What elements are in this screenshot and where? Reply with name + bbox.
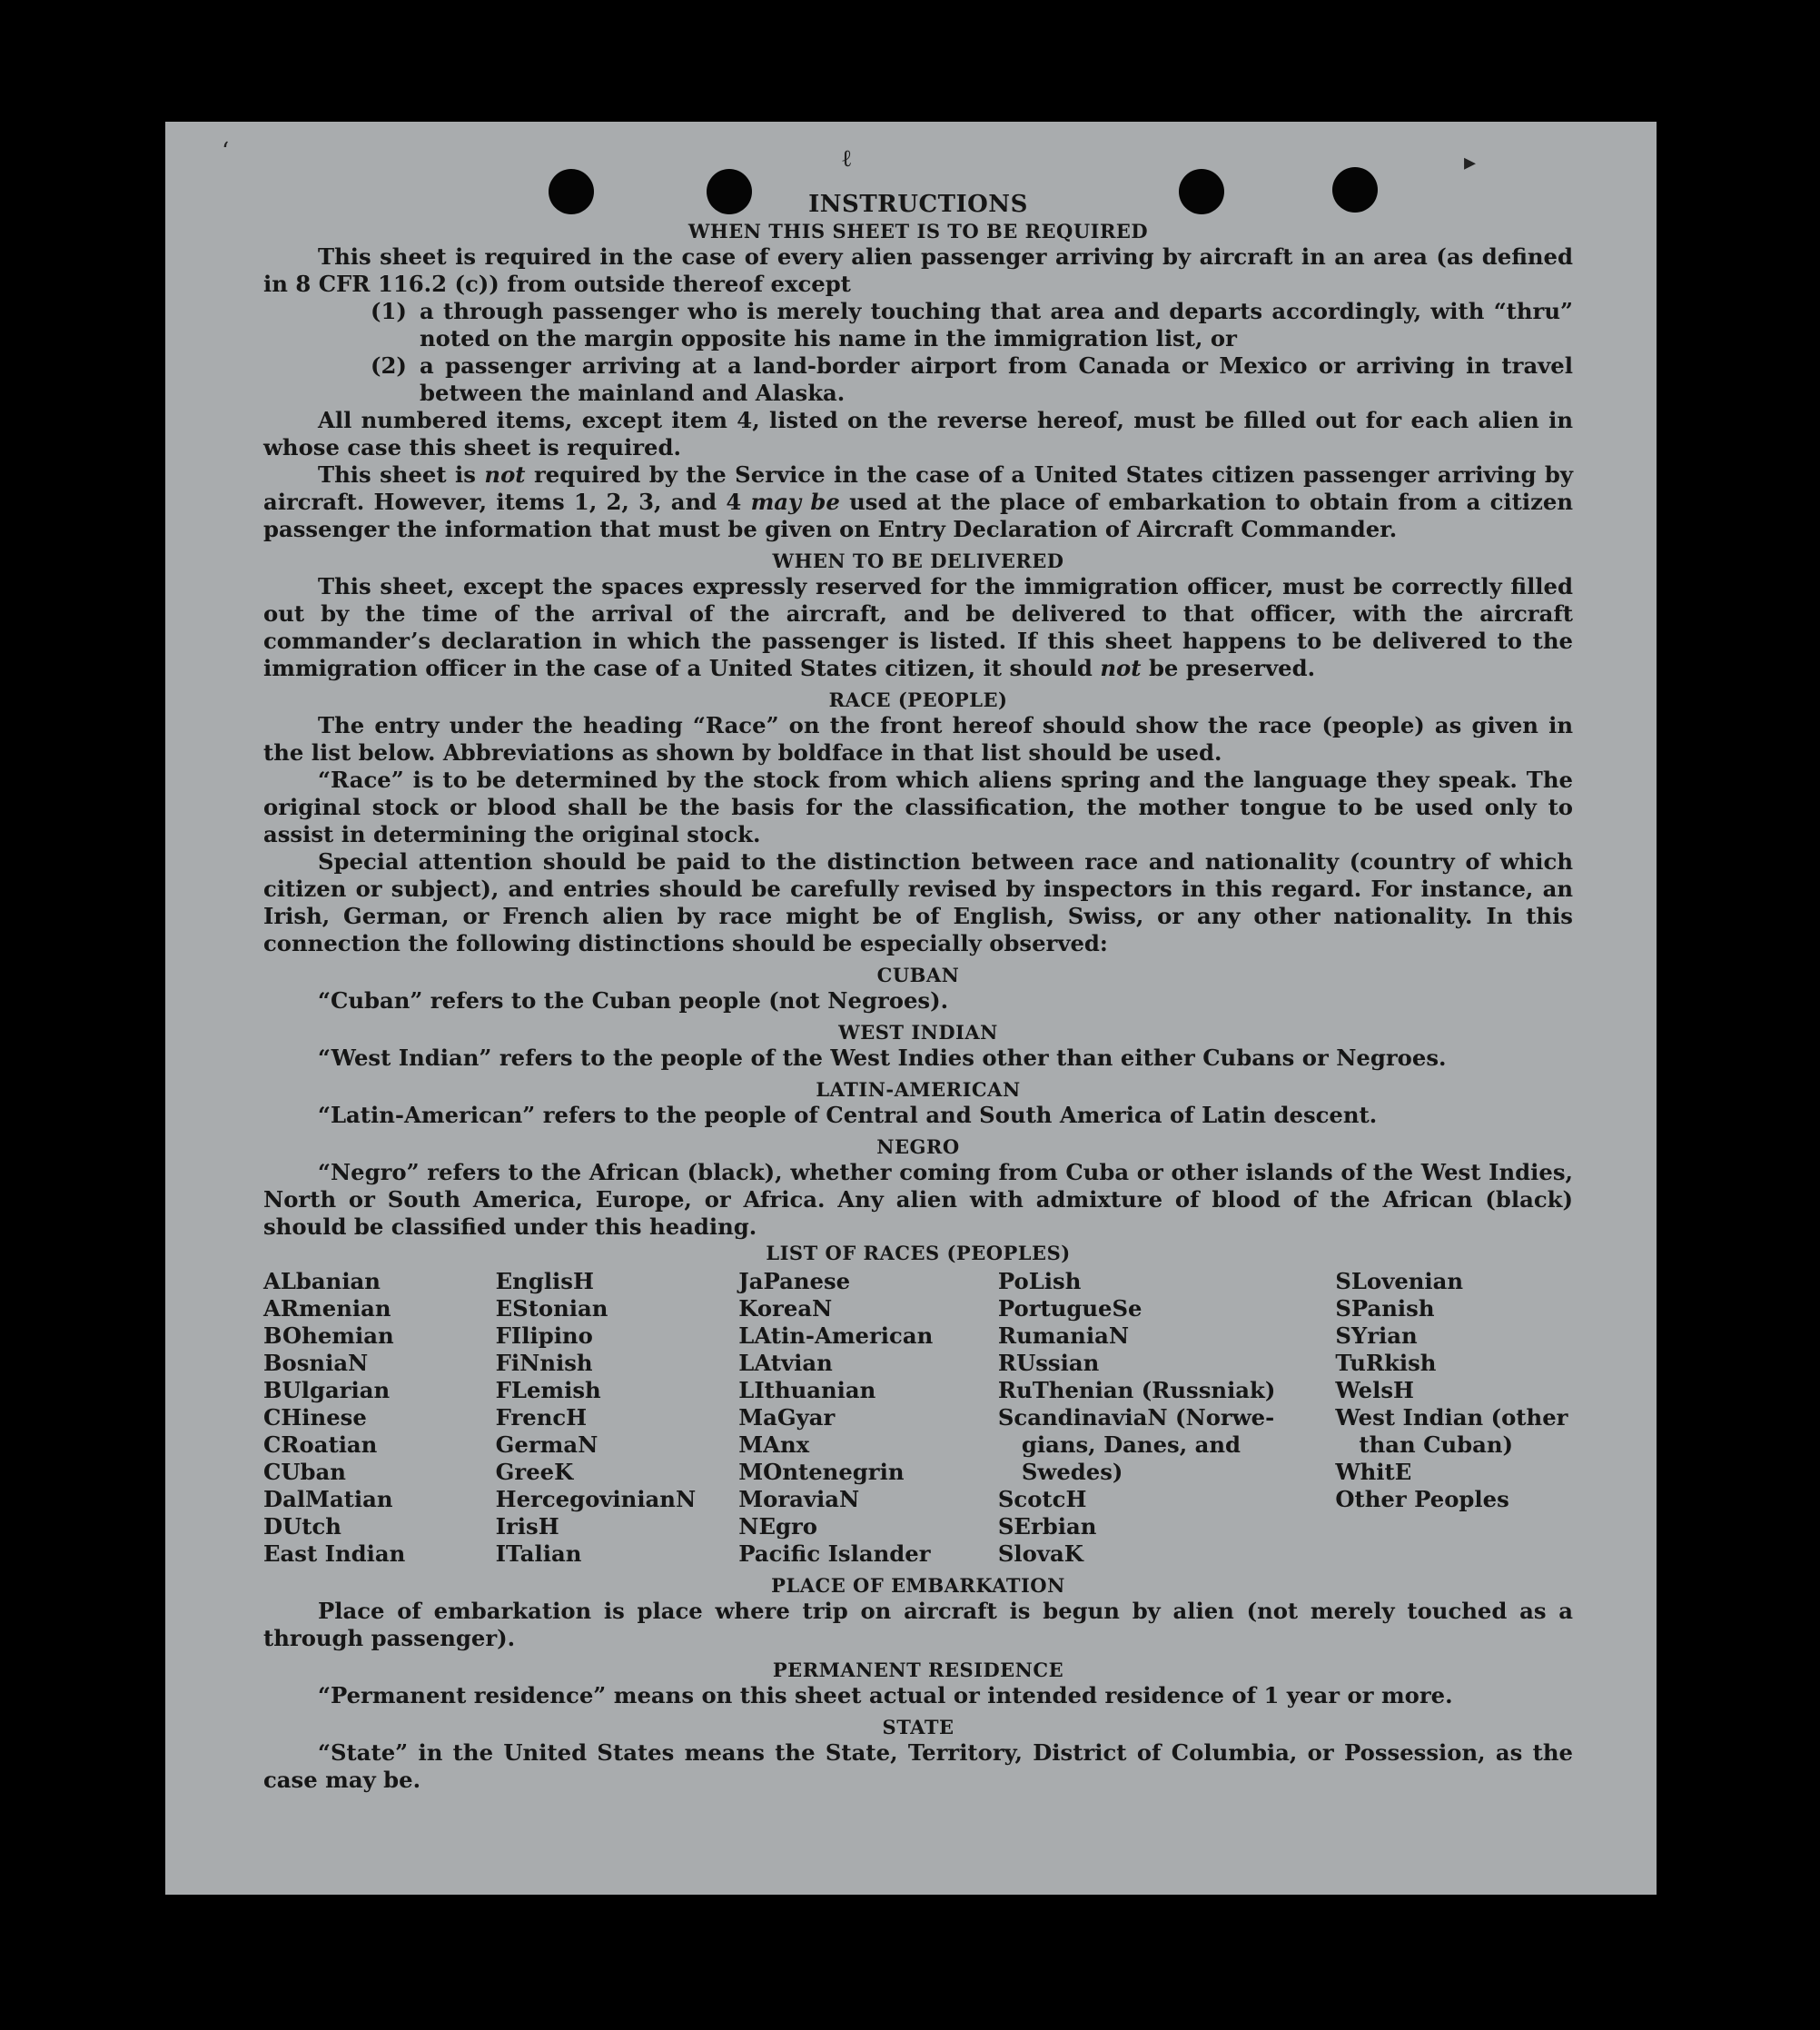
paragraph: The entry under the heading “Race” on the front hereof should show the race (people) as given in the list below. Abbreviations as shown by boldface in that list should be used. xyxy=(263,712,1573,766)
item-number: (2) xyxy=(371,352,407,379)
race-item: GermaN xyxy=(495,1431,598,1458)
races-column xyxy=(263,1268,496,1568)
item-text: a passenger arriving at a land-border airport from Canada or Mexico or arriving in travel between the mainland and Alaska. xyxy=(420,352,1573,406)
paragraph xyxy=(263,573,1573,682)
document-sheet xyxy=(165,122,1657,1895)
section-heading: WHEN THIS SHEET IS TO BE REQUIRED xyxy=(687,220,1149,243)
races-column xyxy=(496,1268,739,1568)
section-heading: STATE xyxy=(882,1716,955,1738)
race-item: SPanish xyxy=(1335,1295,1435,1322)
race-item: ScotcH xyxy=(997,1486,1087,1512)
race-item: RUssian xyxy=(997,1350,1100,1376)
race-item: NEgro xyxy=(738,1513,817,1540)
race-item: MAnx xyxy=(738,1431,810,1458)
paragraph: “Cuban” refers to the Cuban people (not Negroes). xyxy=(318,987,949,1014)
race-item: LAtin-American xyxy=(738,1322,934,1349)
item-text: a through passenger who is merely touching that area and departs accordingly, with “thru” noted on the margin opposite his name in the immigration list, or xyxy=(420,298,1573,352)
paragraph: “Permanent residence” means on this sheet actual or intended residence of 1 year or more. xyxy=(318,1682,1453,1708)
italic-text: may be xyxy=(750,489,840,515)
races-column xyxy=(998,1268,1335,1568)
race-item: BUlgarian xyxy=(263,1377,391,1403)
race-item: RumaniaN xyxy=(997,1322,1130,1349)
paragraph: This sheet is required in the case of every alien passenger arriving by aircraft in an area (as defined in 8 CFR 116.2 (c)) from outside thereof except xyxy=(263,243,1573,297)
race-item: MoraviaN xyxy=(738,1486,860,1512)
race-item: CHinese xyxy=(263,1404,367,1431)
race-item: ScandinaviaN (Norwe- xyxy=(997,1404,1275,1431)
race-item: FiNnish xyxy=(495,1350,593,1376)
section-heading: LATIN-AMERICAN xyxy=(816,1078,1021,1101)
section-heading: WEST INDIAN xyxy=(838,1021,998,1044)
race-item: SErbian xyxy=(997,1513,1097,1540)
text-run: required by the Service in the case of a United States citizen passenger arriving by aircraft. However, items 1, 2, 3, and 4 xyxy=(263,461,1573,515)
race-item: MaGyar xyxy=(738,1404,836,1431)
race-item: HercegovinianN xyxy=(495,1486,697,1512)
section-heading: LIST OF RACES (PEOPLES) xyxy=(766,1242,1071,1264)
races-column xyxy=(1335,1268,1573,1568)
item-number: (1) xyxy=(371,298,407,324)
race-item: IrisH xyxy=(495,1513,559,1540)
race-item: DUtch xyxy=(263,1513,341,1540)
section-heading: RACE (PEOPLE) xyxy=(828,688,1008,711)
section-heading: NEGRO xyxy=(876,1135,960,1158)
race-item: TuRkish xyxy=(1335,1350,1437,1376)
race-item: DalMatian xyxy=(263,1486,393,1512)
stray-mark: ℓ xyxy=(841,145,853,173)
race-item: ITalian xyxy=(495,1540,582,1567)
paragraph: “Race” is to be determined by the stock from which aliens spring and the language they speak. The original stock or blood shall be the basis for the classification, the mother tongue to be used only to assist in determining the original stock. xyxy=(263,767,1573,847)
race-item: Other Peoples xyxy=(1335,1486,1509,1512)
section-heading: PERMANENT RESIDENCE xyxy=(772,1659,1064,1681)
paragraph: Place of embarkation is place where trip on aircraft is begun by alien (not merely touched as a through passenger). xyxy=(263,1598,1573,1651)
paragraph: Special attention should be paid to the distinction between race and nationality (country of which citizen or subject), and entries should be carefully revised by inspectors in this regard. For instance, an Irish, German, or French alien by race might be of English, Swiss, or any other nationality. In this connection the following distinctions should be especially observed: xyxy=(263,848,1573,956)
race-item: CUban xyxy=(263,1459,346,1485)
text-run: be preserved. xyxy=(1141,655,1316,681)
section-heading: WHEN TO BE DELIVERED xyxy=(772,550,1064,572)
race-item: FrencH xyxy=(495,1404,588,1431)
paragraph: “West Indian” refers to the people of the West Indies other than either Cubans or Negroes. xyxy=(318,1045,1447,1071)
stray-mark: ‘ xyxy=(222,138,230,165)
text-run: This sheet is xyxy=(318,461,485,488)
race-item: WhitE xyxy=(1335,1459,1412,1485)
race-item: Swedes) xyxy=(1021,1459,1123,1485)
race-item: LIthuanian xyxy=(738,1377,876,1403)
race-item: Pacific Islander xyxy=(738,1540,931,1567)
race-item: SYrian xyxy=(1335,1322,1418,1349)
page-title: INSTRUCTIONS xyxy=(808,191,1028,218)
section-heading: PLACE OF EMBARKATION xyxy=(771,1574,1065,1597)
race-item: SlovaK xyxy=(997,1540,1083,1567)
race-item: EnglisH xyxy=(495,1268,594,1294)
race-item: East Indian xyxy=(263,1540,406,1567)
paragraph: “Negro” refers to the African (black), whether coming from Cuba or other islands of the West Indies, North or South America, Europe, or Africa. Any alien with admixture of blood of the African (black) should be classified under this heading. xyxy=(263,1159,1573,1240)
stray-mark: ▸ xyxy=(1464,149,1477,176)
italic-text: not xyxy=(484,461,526,488)
paragraph: All numbered items, except item 4, listed on the reverse hereof, must be filled out for each alien in whose case this sheet is required. xyxy=(263,407,1573,460)
race-item: than Cuban) xyxy=(1359,1431,1514,1458)
race-item: ALbanian xyxy=(263,1268,381,1294)
race-item: gians, Danes, and xyxy=(1021,1431,1241,1458)
race-item: JaPanese xyxy=(738,1268,851,1294)
numbered-item xyxy=(263,352,1573,407)
race-item: PortugueSe xyxy=(997,1295,1142,1322)
race-item: GreeK xyxy=(495,1459,574,1485)
race-item: ARmenian xyxy=(263,1295,391,1322)
numbered-item xyxy=(263,298,1573,352)
paragraph: “State” in the United States means the State, Territory, District of Columbia, or Possession, as the case may be. xyxy=(263,1739,1573,1793)
instructions-content xyxy=(263,190,1573,1794)
race-item: RuThenian (Russniak) xyxy=(997,1377,1276,1403)
text-run: used at the place of embarkation to obtain from a citizen passenger the information that must be given on Entry Declaration of Aircraft Commander. xyxy=(263,489,1574,542)
race-item: LAtvian xyxy=(738,1350,833,1376)
race-item: EStonian xyxy=(495,1295,608,1322)
race-item: BosniaN xyxy=(263,1350,369,1376)
race-item: MOntenegrin xyxy=(738,1459,905,1485)
paragraph xyxy=(263,461,1573,543)
text-run: This sheet, except the spaces expressly reserved for the immigration officer, must be correctly filled out by the time of the arrival of the aircraft, and be delivered to that officer, with the aircraft commander’s declaration in which the passenger is listed. If this sheet happens to be delivered to the immigration officer in the case of a United States citizen, it should xyxy=(263,573,1573,681)
race-item: FIlipino xyxy=(495,1322,593,1349)
race-item: WelsH xyxy=(1335,1377,1414,1403)
race-item: PoLish xyxy=(997,1268,1082,1294)
italic-text: not xyxy=(1100,655,1142,681)
race-item: KoreaN xyxy=(738,1295,833,1322)
section-heading: CUBAN xyxy=(876,964,960,986)
race-item: FLemish xyxy=(495,1377,601,1403)
race-item: West Indian (other xyxy=(1335,1404,1568,1431)
race-item: BOhemian xyxy=(263,1322,394,1349)
paragraph: “Latin-American” refers to the people of Central and South America of Latin descent. xyxy=(318,1102,1378,1128)
races-list xyxy=(263,1268,1573,1568)
race-item: CRoatian xyxy=(263,1431,378,1458)
races-column xyxy=(738,1268,998,1568)
race-item: SLovenian xyxy=(1335,1268,1464,1294)
